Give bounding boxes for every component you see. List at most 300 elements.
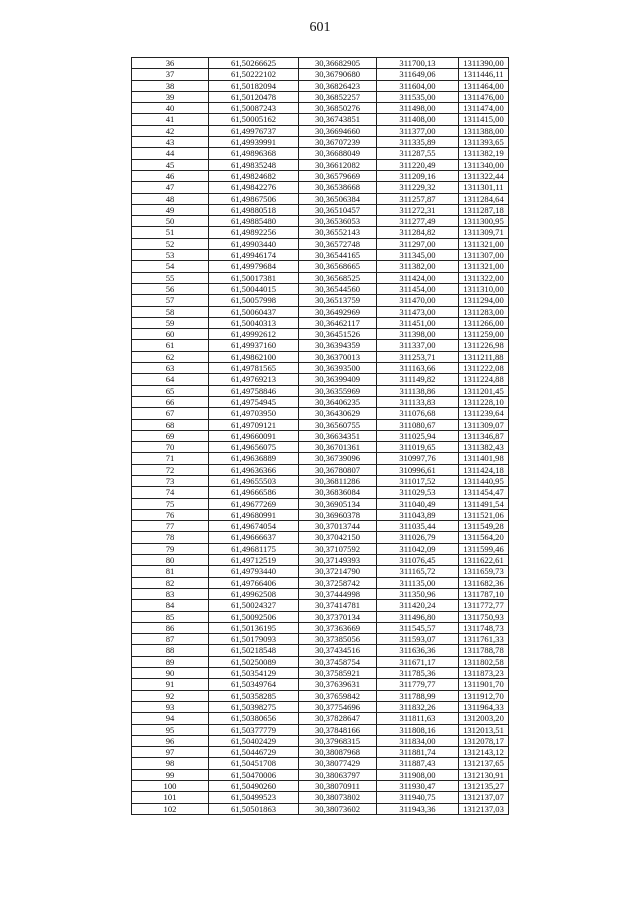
longitude-cell: 30,36743851 — [299, 114, 377, 125]
latitude-cell: 61,50179093 — [209, 634, 299, 645]
table-row — [132, 622, 509, 633]
latitude-cell: 61,50377779 — [209, 724, 299, 735]
y-coordinate-cell: 1311321,00 — [459, 261, 509, 272]
y-coordinate-cell: 1311912,70 — [459, 690, 509, 701]
table-row — [132, 125, 509, 136]
latitude-cell: 61,49880518 — [209, 204, 299, 215]
x-coordinate-cell: 311808,16 — [377, 724, 459, 735]
point-number-cell: 76 — [132, 509, 209, 520]
latitude-cell: 61,49636889 — [209, 453, 299, 464]
longitude-cell: 30,36701361 — [299, 442, 377, 453]
longitude-cell: 30,38070911 — [299, 781, 377, 792]
point-number-cell: 95 — [132, 724, 209, 735]
x-coordinate-cell: 311382,00 — [377, 261, 459, 272]
longitude-cell: 30,36462117 — [299, 317, 377, 328]
x-coordinate-cell: 311940,75 — [377, 792, 459, 803]
point-number-cell: 91 — [132, 679, 209, 690]
point-number-cell: 56 — [132, 283, 209, 294]
x-coordinate-cell: 311908,00 — [377, 769, 459, 780]
table-row — [132, 363, 509, 374]
x-coordinate-cell: 311277,49 — [377, 216, 459, 227]
table-row — [132, 148, 509, 159]
latitude-cell: 61,49680991 — [209, 509, 299, 520]
latitude-cell: 61,49666586 — [209, 487, 299, 498]
x-coordinate-cell: 311350,96 — [377, 588, 459, 599]
x-coordinate-cell: 311636,36 — [377, 645, 459, 656]
y-coordinate-cell: 1311322,00 — [459, 272, 509, 283]
point-number-cell: 57 — [132, 295, 209, 306]
table-row — [132, 611, 509, 622]
latitude-cell: 61,50060437 — [209, 306, 299, 317]
x-coordinate-cell: 311019,65 — [377, 442, 459, 453]
point-number-cell: 44 — [132, 148, 209, 159]
y-coordinate-cell: 1311549,28 — [459, 521, 509, 532]
table-row — [132, 747, 509, 758]
table-row — [132, 91, 509, 102]
longitude-cell: 30,38087968 — [299, 747, 377, 758]
y-coordinate-cell: 1311226,98 — [459, 340, 509, 351]
x-coordinate-cell: 311026,79 — [377, 532, 459, 543]
latitude-cell: 61,49862100 — [209, 351, 299, 362]
longitude-cell: 30,36688049 — [299, 148, 377, 159]
longitude-cell: 30,37385056 — [299, 634, 377, 645]
longitude-cell: 30,36536053 — [299, 216, 377, 227]
longitude-cell: 30,36568665 — [299, 261, 377, 272]
y-coordinate-cell: 1311521,06 — [459, 509, 509, 520]
point-number-cell: 101 — [132, 792, 209, 803]
y-coordinate-cell: 1311564,20 — [459, 532, 509, 543]
y-coordinate-cell: 1311802,58 — [459, 656, 509, 667]
point-number-cell: 55 — [132, 272, 209, 283]
point-number-cell: 40 — [132, 103, 209, 114]
x-coordinate-cell: 311029,53 — [377, 487, 459, 498]
y-coordinate-cell: 1312137,65 — [459, 758, 509, 769]
x-coordinate-cell: 311700,13 — [377, 58, 459, 69]
x-coordinate-cell: 311779,77 — [377, 679, 459, 690]
y-coordinate-cell: 1312137,03 — [459, 803, 509, 814]
table-row — [132, 408, 509, 419]
longitude-cell: 30,36739096 — [299, 453, 377, 464]
longitude-cell: 30,37414781 — [299, 600, 377, 611]
latitude-cell: 61,50040313 — [209, 317, 299, 328]
y-coordinate-cell: 1312135,27 — [459, 781, 509, 792]
point-number-cell: 70 — [132, 442, 209, 453]
latitude-cell: 61,49824682 — [209, 170, 299, 181]
longitude-cell: 30,36430629 — [299, 408, 377, 419]
longitude-cell: 30,36492969 — [299, 306, 377, 317]
longitude-cell: 30,36370013 — [299, 351, 377, 362]
y-coordinate-cell: 1311682,36 — [459, 577, 509, 588]
latitude-cell: 61,49946174 — [209, 250, 299, 261]
longitude-cell: 30,36612082 — [299, 159, 377, 170]
point-number-cell: 39 — [132, 91, 209, 102]
y-coordinate-cell: 1311321,00 — [459, 238, 509, 249]
x-coordinate-cell: 311535,00 — [377, 91, 459, 102]
x-coordinate-cell: 311832,26 — [377, 701, 459, 712]
longitude-cell: 30,36780807 — [299, 464, 377, 475]
point-number-cell: 90 — [132, 668, 209, 679]
x-coordinate-cell: 311229,32 — [377, 182, 459, 193]
table-row — [132, 701, 509, 712]
x-coordinate-cell: 311017,52 — [377, 475, 459, 486]
table-row — [132, 577, 509, 588]
point-number-cell: 99 — [132, 769, 209, 780]
latitude-cell: 61,50222102 — [209, 69, 299, 80]
latitude-cell: 61,50499523 — [209, 792, 299, 803]
y-coordinate-cell: 1311284,64 — [459, 193, 509, 204]
longitude-cell: 30,36406235 — [299, 396, 377, 407]
table-row — [132, 58, 509, 69]
point-number-cell: 94 — [132, 713, 209, 724]
table-row — [132, 238, 509, 249]
point-number-cell: 69 — [132, 430, 209, 441]
y-coordinate-cell: 1311224,88 — [459, 374, 509, 385]
latitude-cell: 61,49937160 — [209, 340, 299, 351]
table-row — [132, 521, 509, 532]
latitude-cell: 61,49992612 — [209, 329, 299, 340]
point-number-cell: 82 — [132, 577, 209, 588]
x-coordinate-cell: 311138,86 — [377, 385, 459, 396]
table-row — [132, 182, 509, 193]
y-coordinate-cell: 1311446,11 — [459, 69, 509, 80]
x-coordinate-cell: 311040,49 — [377, 498, 459, 509]
y-coordinate-cell: 1311748,73 — [459, 622, 509, 633]
table-row — [132, 690, 509, 701]
point-number-cell: 102 — [132, 803, 209, 814]
y-coordinate-cell: 1311307,00 — [459, 250, 509, 261]
latitude-cell: 61,49896368 — [209, 148, 299, 159]
latitude-cell: 61,49681175 — [209, 543, 299, 554]
longitude-cell: 30,37149393 — [299, 555, 377, 566]
table-row — [132, 532, 509, 543]
latitude-cell: 61,49885480 — [209, 216, 299, 227]
latitude-cell: 61,49674054 — [209, 521, 299, 532]
point-number-cell: 97 — [132, 747, 209, 758]
point-number-cell: 71 — [132, 453, 209, 464]
point-number-cell: 64 — [132, 374, 209, 385]
y-coordinate-cell: 1311382,43 — [459, 442, 509, 453]
table-row — [132, 555, 509, 566]
point-number-cell: 81 — [132, 566, 209, 577]
point-number-cell: 53 — [132, 250, 209, 261]
table-row — [132, 261, 509, 272]
x-coordinate-cell: 310996,61 — [377, 464, 459, 475]
coordinates-table — [131, 57, 509, 815]
latitude-cell: 61,50005162 — [209, 114, 299, 125]
table-row — [132, 464, 509, 475]
table-row — [132, 306, 509, 317]
x-coordinate-cell: 311133,83 — [377, 396, 459, 407]
table-row — [132, 600, 509, 611]
y-coordinate-cell: 1311309,71 — [459, 227, 509, 238]
longitude-cell: 30,37754696 — [299, 701, 377, 712]
y-coordinate-cell: 1311294,00 — [459, 295, 509, 306]
x-coordinate-cell: 311076,68 — [377, 408, 459, 419]
table-row — [132, 475, 509, 486]
table-row — [132, 781, 509, 792]
longitude-cell: 30,36568525 — [299, 272, 377, 283]
longitude-cell: 30,36394359 — [299, 340, 377, 351]
latitude-cell: 61,50266625 — [209, 58, 299, 69]
table-row — [132, 498, 509, 509]
y-coordinate-cell: 1312143,12 — [459, 747, 509, 758]
point-number-cell: 88 — [132, 645, 209, 656]
longitude-cell: 30,36634351 — [299, 430, 377, 441]
x-coordinate-cell: 311785,36 — [377, 668, 459, 679]
point-number-cell: 54 — [132, 261, 209, 272]
point-number-cell: 47 — [132, 182, 209, 193]
table-row — [132, 272, 509, 283]
point-number-cell: 78 — [132, 532, 209, 543]
y-coordinate-cell: 1312013,51 — [459, 724, 509, 735]
table-row — [132, 543, 509, 554]
latitude-cell: 61,49660091 — [209, 430, 299, 441]
table-row — [132, 340, 509, 351]
table-row — [132, 250, 509, 261]
point-number-cell: 86 — [132, 622, 209, 633]
longitude-cell: 30,36811286 — [299, 475, 377, 486]
latitude-cell: 61,49835248 — [209, 159, 299, 170]
point-number-cell: 59 — [132, 317, 209, 328]
point-number-cell: 85 — [132, 611, 209, 622]
table-row — [132, 295, 509, 306]
table-row — [132, 385, 509, 396]
point-number-cell: 87 — [132, 634, 209, 645]
table-row — [132, 137, 509, 148]
latitude-cell: 61,49636366 — [209, 464, 299, 475]
x-coordinate-cell: 311788,99 — [377, 690, 459, 701]
longitude-cell: 30,38073602 — [299, 803, 377, 814]
point-number-cell: 79 — [132, 543, 209, 554]
y-coordinate-cell: 1311393,65 — [459, 137, 509, 148]
x-coordinate-cell: 311080,67 — [377, 419, 459, 430]
point-number-cell: 52 — [132, 238, 209, 249]
latitude-cell: 61,49769213 — [209, 374, 299, 385]
x-coordinate-cell: 311834,00 — [377, 735, 459, 746]
table-row — [132, 735, 509, 746]
latitude-cell: 61,49979684 — [209, 261, 299, 272]
latitude-cell: 61,50470006 — [209, 769, 299, 780]
longitude-cell: 30,37214790 — [299, 566, 377, 577]
latitude-cell: 61,49842276 — [209, 182, 299, 193]
y-coordinate-cell: 1312003,20 — [459, 713, 509, 724]
y-coordinate-cell: 1311390,00 — [459, 58, 509, 69]
x-coordinate-cell: 311649,06 — [377, 69, 459, 80]
latitude-cell: 61,49754945 — [209, 396, 299, 407]
latitude-cell: 61,49781565 — [209, 363, 299, 374]
table-row — [132, 656, 509, 667]
y-coordinate-cell: 1311873,23 — [459, 668, 509, 679]
longitude-cell: 30,37107592 — [299, 543, 377, 554]
point-number-cell: 93 — [132, 701, 209, 712]
longitude-cell: 30,36682905 — [299, 58, 377, 69]
x-coordinate-cell: 311337,00 — [377, 340, 459, 351]
longitude-cell: 30,37258742 — [299, 577, 377, 588]
x-coordinate-cell: 311025,94 — [377, 430, 459, 441]
latitude-cell: 61,49758846 — [209, 385, 299, 396]
y-coordinate-cell: 1311440,95 — [459, 475, 509, 486]
longitude-cell: 30,36905134 — [299, 498, 377, 509]
point-number-cell: 80 — [132, 555, 209, 566]
latitude-cell: 61,49666637 — [209, 532, 299, 543]
y-coordinate-cell: 1311259,00 — [459, 329, 509, 340]
latitude-cell: 61,49976737 — [209, 125, 299, 136]
y-coordinate-cell: 1311476,00 — [459, 91, 509, 102]
x-coordinate-cell: 311253,71 — [377, 351, 459, 362]
table-row — [132, 419, 509, 430]
point-number-cell: 48 — [132, 193, 209, 204]
table-row — [132, 430, 509, 441]
x-coordinate-cell: 311930,47 — [377, 781, 459, 792]
latitude-cell: 61,49656075 — [209, 442, 299, 453]
latitude-cell: 61,49655503 — [209, 475, 299, 486]
latitude-cell: 61,50017381 — [209, 272, 299, 283]
longitude-cell: 30,37363669 — [299, 622, 377, 633]
point-number-cell: 41 — [132, 114, 209, 125]
x-coordinate-cell: 311335,89 — [377, 137, 459, 148]
longitude-cell: 30,36451526 — [299, 329, 377, 340]
longitude-cell: 30,36850276 — [299, 103, 377, 114]
y-coordinate-cell: 1311211,88 — [459, 351, 509, 362]
x-coordinate-cell: 311220,49 — [377, 159, 459, 170]
latitude-cell: 61,50402429 — [209, 735, 299, 746]
x-coordinate-cell: 311671,17 — [377, 656, 459, 667]
y-coordinate-cell: 1311382,19 — [459, 148, 509, 159]
table-row — [132, 216, 509, 227]
latitude-cell: 61,50024327 — [209, 600, 299, 611]
y-coordinate-cell: 1311750,93 — [459, 611, 509, 622]
x-coordinate-cell: 311042,09 — [377, 543, 459, 554]
point-number-cell: 49 — [132, 204, 209, 215]
point-number-cell: 36 — [132, 58, 209, 69]
y-coordinate-cell: 1311901,70 — [459, 679, 509, 690]
table-row — [132, 668, 509, 679]
point-number-cell: 72 — [132, 464, 209, 475]
y-coordinate-cell: 1311388,00 — [459, 125, 509, 136]
y-coordinate-cell: 1312130,91 — [459, 769, 509, 780]
table-row — [132, 170, 509, 181]
latitude-cell: 61,50446729 — [209, 747, 299, 758]
longitude-cell: 30,36544165 — [299, 250, 377, 261]
x-coordinate-cell: 311272,31 — [377, 204, 459, 215]
x-coordinate-cell: 311135,00 — [377, 577, 459, 588]
table-row — [132, 396, 509, 407]
latitude-cell: 61,50451708 — [209, 758, 299, 769]
latitude-cell: 61,50354129 — [209, 668, 299, 679]
table-row — [132, 159, 509, 170]
point-number-cell: 63 — [132, 363, 209, 374]
longitude-cell: 30,36510457 — [299, 204, 377, 215]
latitude-cell: 61,50501863 — [209, 803, 299, 814]
x-coordinate-cell: 311498,00 — [377, 103, 459, 114]
x-coordinate-cell: 311454,00 — [377, 283, 459, 294]
longitude-cell: 30,36707239 — [299, 137, 377, 148]
longitude-cell: 30,36552143 — [299, 227, 377, 238]
point-number-cell: 50 — [132, 216, 209, 227]
y-coordinate-cell: 1311761,33 — [459, 634, 509, 645]
y-coordinate-cell: 1311310,00 — [459, 283, 509, 294]
x-coordinate-cell: 311377,00 — [377, 125, 459, 136]
y-coordinate-cell: 1311201,45 — [459, 385, 509, 396]
x-coordinate-cell: 311076,45 — [377, 555, 459, 566]
longitude-cell: 30,36790680 — [299, 69, 377, 80]
latitude-cell: 61,49903440 — [209, 238, 299, 249]
y-coordinate-cell: 1311300,95 — [459, 216, 509, 227]
longitude-cell: 30,36836084 — [299, 487, 377, 498]
latitude-cell: 61,50092506 — [209, 611, 299, 622]
point-number-cell: 37 — [132, 69, 209, 80]
point-number-cell: 74 — [132, 487, 209, 498]
table-row — [132, 317, 509, 328]
x-coordinate-cell: 311811,63 — [377, 713, 459, 724]
x-coordinate-cell: 311209,16 — [377, 170, 459, 181]
longitude-cell: 30,37828647 — [299, 713, 377, 724]
page-number: 601 — [309, 20, 331, 35]
point-number-cell: 61 — [132, 340, 209, 351]
table-row — [132, 769, 509, 780]
y-coordinate-cell: 1311964,33 — [459, 701, 509, 712]
y-coordinate-cell: 1311424,18 — [459, 464, 509, 475]
table-row — [132, 803, 509, 814]
x-coordinate-cell: 311473,00 — [377, 306, 459, 317]
latitude-cell: 61,49677269 — [209, 498, 299, 509]
table-row — [132, 634, 509, 645]
y-coordinate-cell: 1312078,17 — [459, 735, 509, 746]
longitude-cell: 30,37639631 — [299, 679, 377, 690]
latitude-cell: 61,50490260 — [209, 781, 299, 792]
point-number-cell: 42 — [132, 125, 209, 136]
longitude-cell: 30,36355969 — [299, 385, 377, 396]
longitude-cell: 30,38063797 — [299, 769, 377, 780]
y-coordinate-cell: 1311346,87 — [459, 430, 509, 441]
y-coordinate-cell: 1311787,10 — [459, 588, 509, 599]
table-row — [132, 453, 509, 464]
point-number-cell: 60 — [132, 329, 209, 340]
longitude-cell: 30,36538668 — [299, 182, 377, 193]
longitude-cell: 30,37848166 — [299, 724, 377, 735]
table-row — [132, 351, 509, 362]
y-coordinate-cell: 1311283,00 — [459, 306, 509, 317]
x-coordinate-cell: 311297,00 — [377, 238, 459, 249]
x-coordinate-cell: 311345,00 — [377, 250, 459, 261]
y-coordinate-cell: 1311659,73 — [459, 566, 509, 577]
longitude-cell: 30,37968315 — [299, 735, 377, 746]
x-coordinate-cell: 311398,00 — [377, 329, 459, 340]
point-number-cell: 100 — [132, 781, 209, 792]
longitude-cell: 30,36506384 — [299, 193, 377, 204]
point-number-cell: 77 — [132, 521, 209, 532]
latitude-cell: 61,49939991 — [209, 137, 299, 148]
longitude-cell: 30,37013744 — [299, 521, 377, 532]
y-coordinate-cell: 1311599,46 — [459, 543, 509, 554]
x-coordinate-cell: 311257,87 — [377, 193, 459, 204]
longitude-cell: 30,37458754 — [299, 656, 377, 667]
y-coordinate-cell: 1311239,64 — [459, 408, 509, 419]
y-coordinate-cell: 1311464,00 — [459, 80, 509, 91]
longitude-cell: 30,36544560 — [299, 283, 377, 294]
latitude-cell: 61,50120478 — [209, 91, 299, 102]
table-row — [132, 329, 509, 340]
y-coordinate-cell: 1311322,44 — [459, 170, 509, 181]
point-number-cell: 68 — [132, 419, 209, 430]
table-row — [132, 374, 509, 385]
longitude-cell: 30,36393500 — [299, 363, 377, 374]
table-row — [132, 758, 509, 769]
point-number-cell: 83 — [132, 588, 209, 599]
x-coordinate-cell: 311887,43 — [377, 758, 459, 769]
latitude-cell: 61,49962508 — [209, 588, 299, 599]
x-coordinate-cell: 311149,82 — [377, 374, 459, 385]
